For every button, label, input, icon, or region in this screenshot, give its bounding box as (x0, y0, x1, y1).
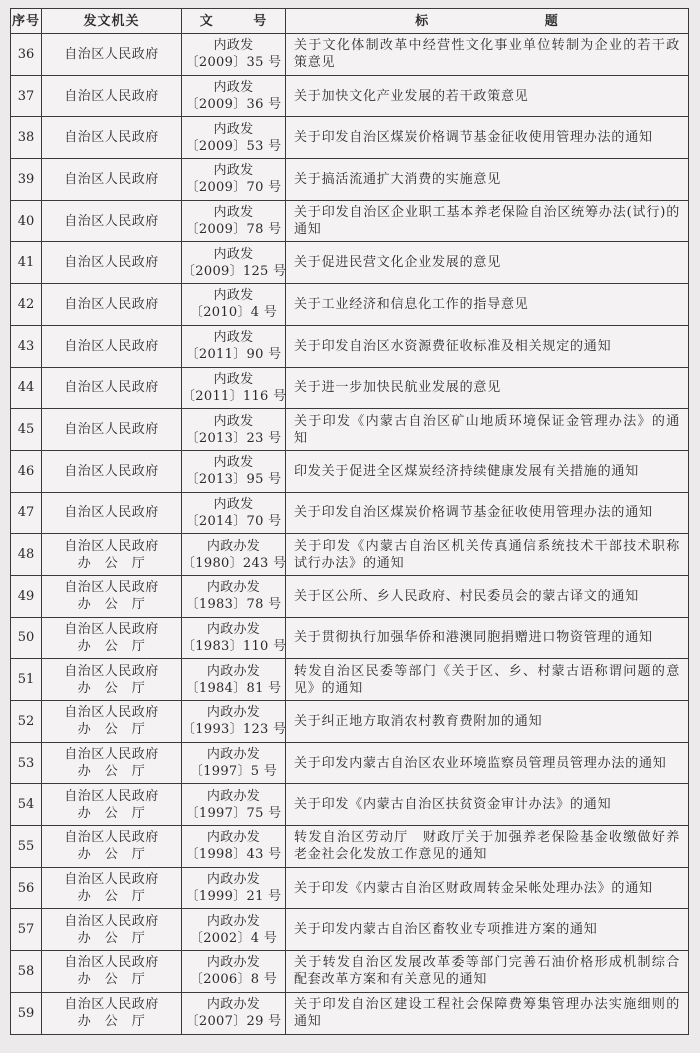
document-title: 关于印发内蒙古自治区农业环境监察员管理员管理办法的通知 (286, 742, 689, 784)
issuing-authority-line: 办 公 厅 (77, 805, 146, 821)
document-title: 关于印发《内蒙古自治区机关传真通信系统技术干部技术职称试行办法》的通知 (286, 534, 689, 576)
row-number: 53 (11, 742, 42, 784)
issuing-authority-line: 自治区人民政府 (64, 747, 159, 763)
document-number-line: 〔2002〕4 号 (189, 930, 278, 946)
document-number-line: 内政办发 (206, 997, 261, 1013)
document-number-line: 内政发 (213, 288, 254, 304)
row-number: 47 (11, 492, 42, 534)
row-number: 42 (11, 284, 42, 326)
document-number-line: 〔1998〕43 号 (185, 847, 282, 863)
issuing-authority-line: 办 公 厅 (77, 930, 146, 946)
issuing-authority (42, 242, 182, 284)
document-number (182, 325, 286, 367)
issuing-authority (42, 909, 182, 951)
issuing-authority (42, 117, 182, 159)
issuing-authority (42, 534, 182, 576)
issuing-authority (42, 951, 182, 993)
document-number (182, 742, 286, 784)
issuing-authority-line: 自治区人民政府 (64, 171, 159, 187)
document-number-line: 内政发 (213, 246, 254, 262)
issuing-authority-line: 办 公 厅 (77, 764, 146, 780)
document-number-line: 〔2013〕95 号 (185, 472, 282, 488)
header-no: 序号 (11, 9, 42, 34)
table-row (11, 992, 689, 1034)
document-number-line: 〔2009〕125 号 (182, 263, 287, 279)
document-number (182, 284, 286, 326)
document-number-line: 〔2011〕116 号 (182, 388, 287, 404)
issuing-authority-line: 自治区人民政府 (64, 130, 159, 146)
document-number-line: 内政办发 (206, 830, 261, 846)
issuing-authority-line: 自治区人民政府 (64, 955, 159, 971)
document-number-line: 内政发 (213, 38, 254, 54)
row-number: 58 (11, 951, 42, 993)
issuing-authority (42, 575, 182, 617)
table-row (11, 575, 689, 617)
issuing-authority-line: 自治区人民政府 (64, 663, 159, 679)
header-org: 发文机关 (42, 9, 182, 34)
document-title: 关于工业经济和信息化工作的指导意见 (286, 284, 689, 326)
issuing-authority-line: 办 公 厅 (77, 680, 146, 696)
document-title: 关于印发自治区水资源费征收标准及相关规定的通知 (286, 325, 689, 367)
document-number-line: 〔2013〕23 号 (185, 430, 282, 446)
table-row (11, 117, 689, 159)
table-row (11, 284, 689, 326)
row-number: 50 (11, 617, 42, 659)
document-title: 转发自治区劳动厅 财政厅关于加强养老保险基金收缴做好养老金社会化发放工作意见的通知 (286, 826, 689, 868)
document-number-line: 〔1984〕81 号 (185, 680, 282, 696)
table-row (11, 200, 689, 242)
issuing-authority-line: 自治区人民政府 (64, 380, 159, 396)
issuing-authority (42, 701, 182, 743)
row-number: 45 (11, 409, 42, 451)
issuing-authority-line: 自治区人民政府 (64, 830, 159, 846)
document-number-line: 内政办发 (206, 705, 261, 721)
issuing-authority (42, 159, 182, 201)
issuing-authority-line: 办 公 厅 (77, 972, 146, 988)
document-title: 关于贯彻执行加强华侨和港澳同胞捐赠进口物资管理的通知 (286, 617, 689, 659)
document-number (182, 617, 286, 659)
table-row (11, 617, 689, 659)
document-number (182, 242, 286, 284)
document-table (10, 8, 689, 1035)
issuing-authority-line: 自治区人民政府 (64, 997, 159, 1013)
document-number-line: 内政发 (213, 121, 254, 137)
document-title: 关于印发《内蒙古自治区扶贫资金审计办法》的通知 (286, 784, 689, 826)
document-number-line: 〔1993〕123 号 (182, 722, 287, 738)
row-number: 48 (11, 534, 42, 576)
issuing-authority (42, 659, 182, 701)
table-row (11, 367, 689, 409)
document-title: 关于进一步加快民航业发展的意见 (286, 367, 689, 409)
document-number-line: 〔1983〕110 号 (182, 638, 287, 654)
document-number-line: 内政发 (213, 371, 254, 387)
row-number: 49 (11, 575, 42, 617)
document-number (182, 575, 286, 617)
document-number (182, 867, 286, 909)
document-number (182, 909, 286, 951)
document-number (182, 534, 286, 576)
row-number: 37 (11, 75, 42, 117)
document-number-line: 〔1999〕21 号 (185, 889, 282, 905)
document-title: 关于转发自治区发展改革委等部门完善石油价格形成机制综合配套改革方案和有关意见的通知 (286, 951, 689, 993)
document-number-line: 内政发 (213, 455, 254, 471)
document-title: 关于促进民营文化企业发展的意见 (286, 242, 689, 284)
row-number: 43 (11, 325, 42, 367)
table-row (11, 909, 689, 951)
header-title: 标 题 (286, 9, 689, 34)
issuing-authority-line: 办 公 厅 (77, 638, 146, 654)
row-number: 51 (11, 659, 42, 701)
document-number-line: 内政办发 (206, 747, 261, 763)
issuing-authority-line: 自治区人民政府 (64, 872, 159, 888)
issuing-authority (42, 742, 182, 784)
table-header (11, 9, 689, 34)
issuing-authority (42, 325, 182, 367)
issuing-authority (42, 617, 182, 659)
issuing-authority-line: 自治区人民政府 (64, 46, 159, 62)
document-title: 关于印发自治区煤炭价格调节基金征收使用管理办法的通知 (286, 492, 689, 534)
document-number (182, 826, 286, 868)
document-number (182, 367, 286, 409)
document-title: 转发自治区民委等部门《关于区、乡、村蒙古语称谓问题的意见》的通知 (286, 659, 689, 701)
document-number (182, 492, 286, 534)
document-number-line: 内政办发 (206, 663, 261, 679)
document-number-line: 〔2009〕78 号 (185, 222, 282, 238)
document-number (182, 992, 286, 1034)
issuing-authority-line: 自治区人民政府 (64, 422, 159, 438)
document-title: 关于印发自治区企业职工基本养老保险自治区统筹办法(试行)的通知 (286, 200, 689, 242)
document-title: 关于搞活流通扩大消费的实施意见 (286, 159, 689, 201)
document-number-line: 内政办发 (206, 621, 261, 637)
document-title: 印发关于促进全区煤炭经济持续健康发展有关措施的通知 (286, 450, 689, 492)
issuing-authority-line: 办 公 厅 (77, 847, 146, 863)
table-row (11, 867, 689, 909)
table-row (11, 409, 689, 451)
document-number-line: 内政发 (213, 80, 254, 96)
row-number: 52 (11, 701, 42, 743)
issuing-authority (42, 75, 182, 117)
issuing-authority (42, 784, 182, 826)
document-number-line: 〔2006〕8 号 (189, 972, 278, 988)
document-title: 关于印发自治区煤炭价格调节基金征收使用管理办法的通知 (286, 117, 689, 159)
table-row (11, 951, 689, 993)
issuing-authority-line: 自治区人民政府 (64, 255, 159, 271)
issuing-authority (42, 34, 182, 76)
document-number (182, 117, 286, 159)
table-row (11, 450, 689, 492)
table-row (11, 534, 689, 576)
row-number: 41 (11, 242, 42, 284)
table-row (11, 492, 689, 534)
document-title: 关于印发内蒙古自治区畜牧业专项推进方案的通知 (286, 909, 689, 951)
row-number: 56 (11, 867, 42, 909)
document-number-line: 内政发 (213, 496, 254, 512)
document-number-line: 内政办发 (206, 580, 261, 596)
row-number: 55 (11, 826, 42, 868)
row-number: 38 (11, 117, 42, 159)
issuing-authority-line: 自治区人民政府 (64, 621, 159, 637)
document-number-line: 〔1980〕243 号 (182, 555, 287, 571)
issuing-authority-line: 办 公 厅 (77, 555, 146, 571)
issuing-authority-line: 自治区人民政府 (64, 296, 159, 312)
document-number-line: 〔1997〕75 号 (185, 805, 282, 821)
issuing-authority (42, 492, 182, 534)
document-title: 关于印发《内蒙古自治区财政周转金呆帐处理办法》的通知 (286, 867, 689, 909)
document-number-line: 内政办发 (206, 872, 261, 888)
table-row (11, 742, 689, 784)
document-number-line: 〔2010〕4 号 (189, 305, 278, 321)
row-number: 36 (11, 34, 42, 76)
document-number-line: 〔2007〕29 号 (185, 1014, 282, 1030)
document-number-line: 内政发 (213, 330, 254, 346)
document-title: 关于加快文化产业发展的若干政策意见 (286, 75, 689, 117)
issuing-authority-line: 自治区人民政府 (64, 213, 159, 229)
document-number (182, 200, 286, 242)
issuing-authority (42, 284, 182, 326)
table-row (11, 826, 689, 868)
issuing-authority-line: 自治区人民政府 (64, 338, 159, 354)
document-number-line: 内政办发 (206, 538, 261, 554)
table-row (11, 701, 689, 743)
document-number (182, 951, 286, 993)
table-row (11, 242, 689, 284)
issuing-authority-line: 自治区人民政府 (64, 538, 159, 554)
table-row (11, 34, 689, 76)
document-number-line: 〔2009〕53 号 (185, 138, 282, 154)
issuing-authority-line: 办 公 厅 (77, 889, 146, 905)
document-number (182, 784, 286, 826)
issuing-authority (42, 200, 182, 242)
issuing-authority (42, 992, 182, 1034)
table-row (11, 784, 689, 826)
document-number-line: 内政发 (213, 163, 254, 179)
issuing-authority (42, 450, 182, 492)
issuing-authority-line: 自治区人民政府 (64, 463, 159, 479)
document-number (182, 409, 286, 451)
document-number (182, 659, 286, 701)
document-number (182, 159, 286, 201)
header-doc: 文 号 (182, 9, 286, 34)
document-number (182, 34, 286, 76)
document-title: 关于印发《内蒙古自治区矿山地质环境保证金管理办法》的通知 (286, 409, 689, 451)
document-number-line: 〔2009〕36 号 (185, 97, 282, 113)
document-number-line: 〔2009〕70 号 (185, 180, 282, 196)
table-row (11, 75, 689, 117)
document-number-line: 〔1997〕5 号 (189, 764, 278, 780)
document-title: 关于文化体制改革中经营性文化事业单位转制为企业的若干政策意见 (286, 34, 689, 76)
issuing-authority-line: 办 公 厅 (77, 722, 146, 738)
row-number: 46 (11, 450, 42, 492)
issuing-authority-line: 办 公 厅 (77, 1014, 146, 1030)
issuing-authority-line: 自治区人民政府 (64, 705, 159, 721)
row-number: 44 (11, 367, 42, 409)
document-number-line: 内政办发 (206, 913, 261, 929)
document-number-line: 内政发 (213, 205, 254, 221)
issuing-authority-line: 自治区人民政府 (64, 788, 159, 804)
row-number: 39 (11, 159, 42, 201)
issuing-authority-line: 自治区人民政府 (64, 88, 159, 104)
document-number-line: 〔2014〕70 号 (185, 513, 282, 529)
issuing-authority-line: 办 公 厅 (77, 597, 146, 613)
table-row (11, 325, 689, 367)
document-number-line: 内政办发 (206, 788, 261, 804)
issuing-authority-line: 自治区人民政府 (64, 580, 159, 596)
issuing-authority (42, 367, 182, 409)
document-title: 关于印发自治区建设工程社会保障费筹集管理办法实施细则的通知 (286, 992, 689, 1034)
row-number: 59 (11, 992, 42, 1034)
document-number-line: 内政发 (213, 413, 254, 429)
document-number (182, 701, 286, 743)
document-title: 关于纠正地方取消农村教育费附加的通知 (286, 701, 689, 743)
row-number: 40 (11, 200, 42, 242)
issuing-authority (42, 409, 182, 451)
document-title: 关于区公所、乡人民政府、村民委员会的蒙古译文的通知 (286, 575, 689, 617)
issuing-authority-line: 自治区人民政府 (64, 505, 159, 521)
document-number-line: 〔1983〕78 号 (185, 597, 282, 613)
document-number-line: 〔2009〕35 号 (185, 55, 282, 71)
table-row (11, 159, 689, 201)
document-number-line: 〔2011〕90 号 (185, 347, 282, 363)
row-number: 57 (11, 909, 42, 951)
document-number (182, 450, 286, 492)
document-number-line: 内政办发 (206, 955, 261, 971)
table-body (11, 34, 689, 1035)
document-number (182, 75, 286, 117)
issuing-authority-line: 自治区人民政府 (64, 913, 159, 929)
table-row (11, 659, 689, 701)
issuing-authority (42, 826, 182, 868)
row-number: 54 (11, 784, 42, 826)
header-row (11, 9, 689, 34)
issuing-authority (42, 867, 182, 909)
